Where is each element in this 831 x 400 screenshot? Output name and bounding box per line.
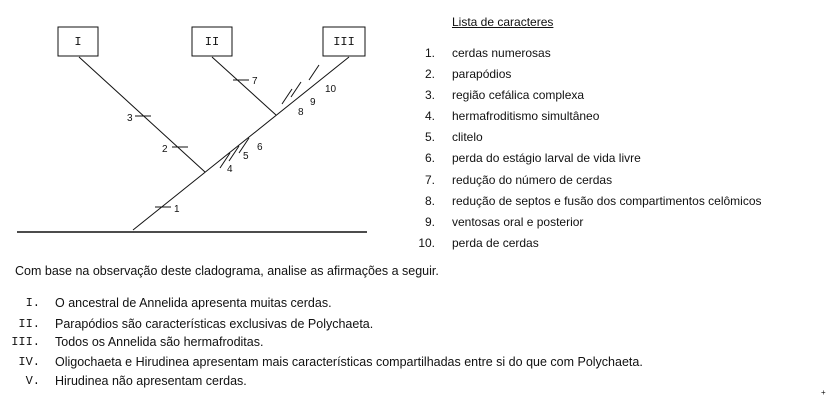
corner-mark: + (821, 388, 826, 397)
character-item: 2. parapódios (424, 67, 512, 81)
question-intro: Com base na observação deste cladograma, analise as afirmações a seguir. (15, 264, 439, 278)
branch-taxon-ii (212, 57, 276, 115)
char-num-5: 5 (243, 151, 249, 162)
taxon-iii (323, 27, 365, 56)
tick-8 (282, 89, 292, 104)
character-item: 3. região cefálica complexa (424, 88, 585, 102)
character-item: 8. redução de septos e fusão dos compartimentos celômicos (424, 194, 762, 208)
svg-text:II: II (204, 35, 220, 49)
char-num-4: 4 (227, 164, 233, 175)
svg-text:I: I (74, 35, 82, 49)
char-num-7: 7 (252, 76, 258, 87)
character-list-title: Lista de caracteres (452, 15, 554, 29)
character-item: 9. ventosas oral e posterior (424, 215, 584, 229)
tick-5 (229, 146, 239, 161)
char-num-10: 10 (325, 84, 337, 95)
branch-taxon-i (79, 57, 205, 172)
taxon-i (58, 27, 98, 56)
char-num-9: 9 (310, 97, 316, 108)
char-num-1: 1 (174, 204, 180, 215)
char-num-6: 6 (257, 142, 263, 153)
character-item: 7. redução do número de cerdas (424, 173, 613, 187)
tick-9 (291, 82, 301, 97)
character-item: 4. hermafroditismo simultâneo (424, 109, 600, 123)
character-item: 10. perda de cerdas (418, 236, 539, 250)
char-num-3: 3 (127, 113, 133, 124)
tick-10 (309, 65, 319, 80)
character-item: 6. perda do estágio larval de vida livre (424, 151, 641, 165)
char-num-8: 8 (298, 107, 304, 118)
character-item: 1. cerdas numerosas (424, 46, 551, 60)
svg-text:III: III (333, 35, 355, 49)
char-num-2: 2 (162, 144, 168, 155)
taxon-ii (192, 27, 232, 56)
character-item: 5. clitelo (424, 130, 483, 144)
